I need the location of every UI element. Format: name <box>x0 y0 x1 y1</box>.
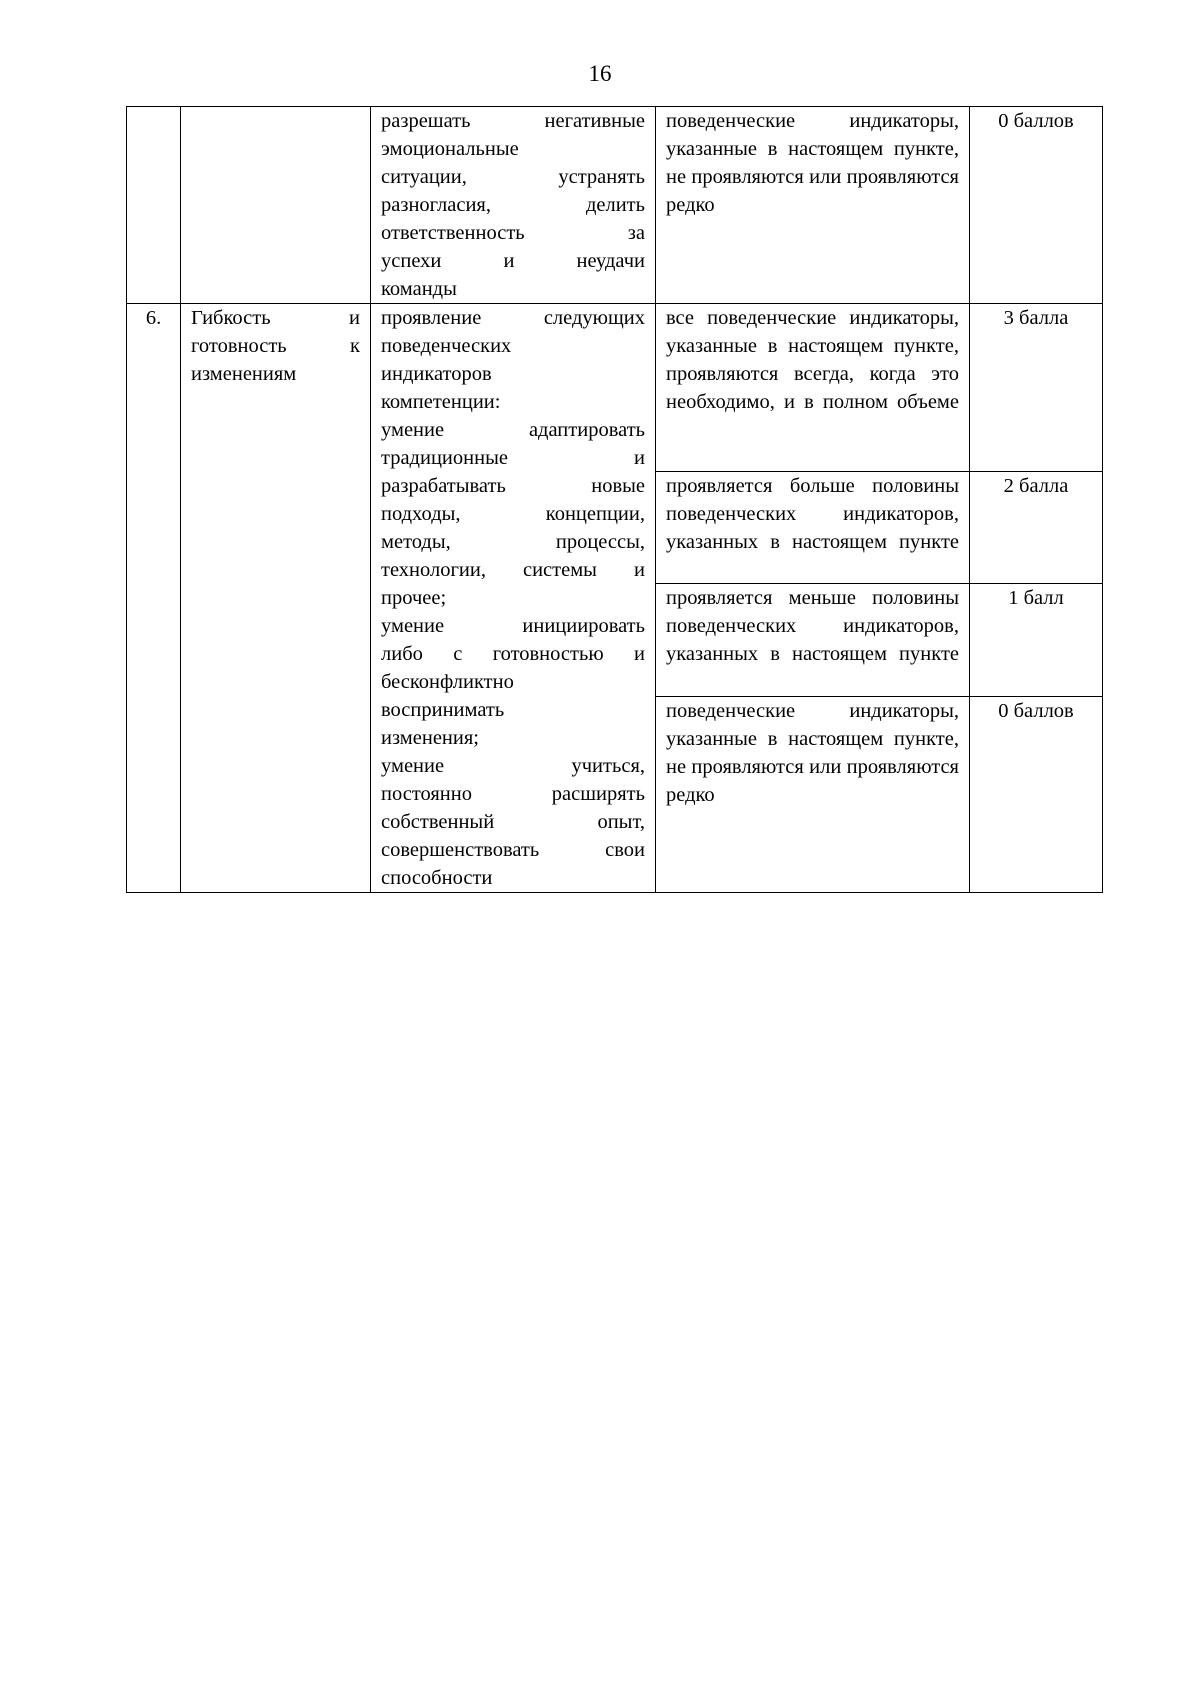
description-line: подходы, концепции, <box>381 503 645 525</box>
level-cell <box>656 304 970 472</box>
row-number: 6. <box>127 304 181 893</box>
description-line: умение инициировать <box>381 615 645 637</box>
description-line: успехи и неудачи <box>381 250 645 272</box>
level-cell <box>656 472 970 584</box>
table-row-continued <box>127 107 1103 304</box>
level-cell <box>656 107 970 304</box>
description-line: ситуации, устранять <box>381 166 645 188</box>
description-line: изменения; <box>381 727 479 749</box>
score-cell: 0 баллов <box>970 696 1103 892</box>
description-line: методы, процессы, <box>381 531 645 553</box>
page-number: 16 <box>588 61 612 86</box>
description-line: компетенции: <box>381 391 501 413</box>
level-text: проявляется больше половины поведенческих индикаторов, указанных в настоящем пункте <box>666 475 959 554</box>
score-cell: 1 балл <box>970 584 1103 696</box>
competency-table <box>126 106 1103 893</box>
level-text: все поведенческие индикаторы, указанные в настоящем пункте, проявляются всегда, когда это необходимо, и в полном объеме <box>666 307 959 413</box>
level-text: поведенческие индикаторы, указанные в настоящем пункте, не проявляются или проявляются редко <box>666 699 959 806</box>
competence-cell-empty <box>181 107 371 304</box>
description-line: ответственность за <box>381 222 645 244</box>
description-line: разногласия, делить <box>381 194 645 216</box>
level-text: проявляется меньше половины поведенческих индикаторов, указанных в настоящем пункте <box>666 587 959 666</box>
description-line: умение учиться, <box>381 755 645 777</box>
description-line: совершенствовать свои <box>381 839 645 861</box>
description-line: индикаторов <box>381 363 492 385</box>
description-line: эмоциональные <box>381 138 519 160</box>
description-line: проявление следующих <box>381 307 645 329</box>
competence-line: изменениям <box>191 363 297 385</box>
competence-description-cell <box>371 304 656 893</box>
description-line: разрешать негативные <box>381 110 645 132</box>
description-line: технологии, системы и <box>381 559 645 581</box>
description-lines <box>381 304 645 892</box>
description-line: команды <box>381 278 457 300</box>
description-line: воспринимать <box>381 699 505 721</box>
competence-line: готовность к <box>191 335 360 357</box>
description-line: собственный опыт, <box>381 811 645 833</box>
description-line: постоянно расширять <box>381 783 645 805</box>
level-cell <box>656 696 970 892</box>
number-cell-empty <box>127 107 181 304</box>
description-line: способности <box>381 867 493 889</box>
description-cell <box>371 107 656 304</box>
score-cell: 3 балла <box>970 304 1103 472</box>
competence-line: Гибкость и <box>191 307 360 329</box>
description-line: прочее; <box>381 587 447 609</box>
description-line: бесконфликтно <box>381 671 514 693</box>
description-line: поведенческих <box>381 335 512 357</box>
score-cell: 2 балла <box>970 472 1103 584</box>
description-line: умение адаптировать <box>381 419 645 441</box>
description-line: либо с готовностью и <box>381 643 645 665</box>
description-line: традиционные и <box>381 447 645 469</box>
table-row-6-level-1 <box>127 304 1103 472</box>
level-text: поведенческие индикаторы, указанные в настоящем пункте, не проявляются или проявляются редко <box>666 110 959 216</box>
description-line: разрабатывать новые <box>381 475 645 497</box>
level-cell <box>656 584 970 696</box>
score-cell: 0 баллов <box>970 107 1103 304</box>
competence-name-cell <box>181 304 371 893</box>
